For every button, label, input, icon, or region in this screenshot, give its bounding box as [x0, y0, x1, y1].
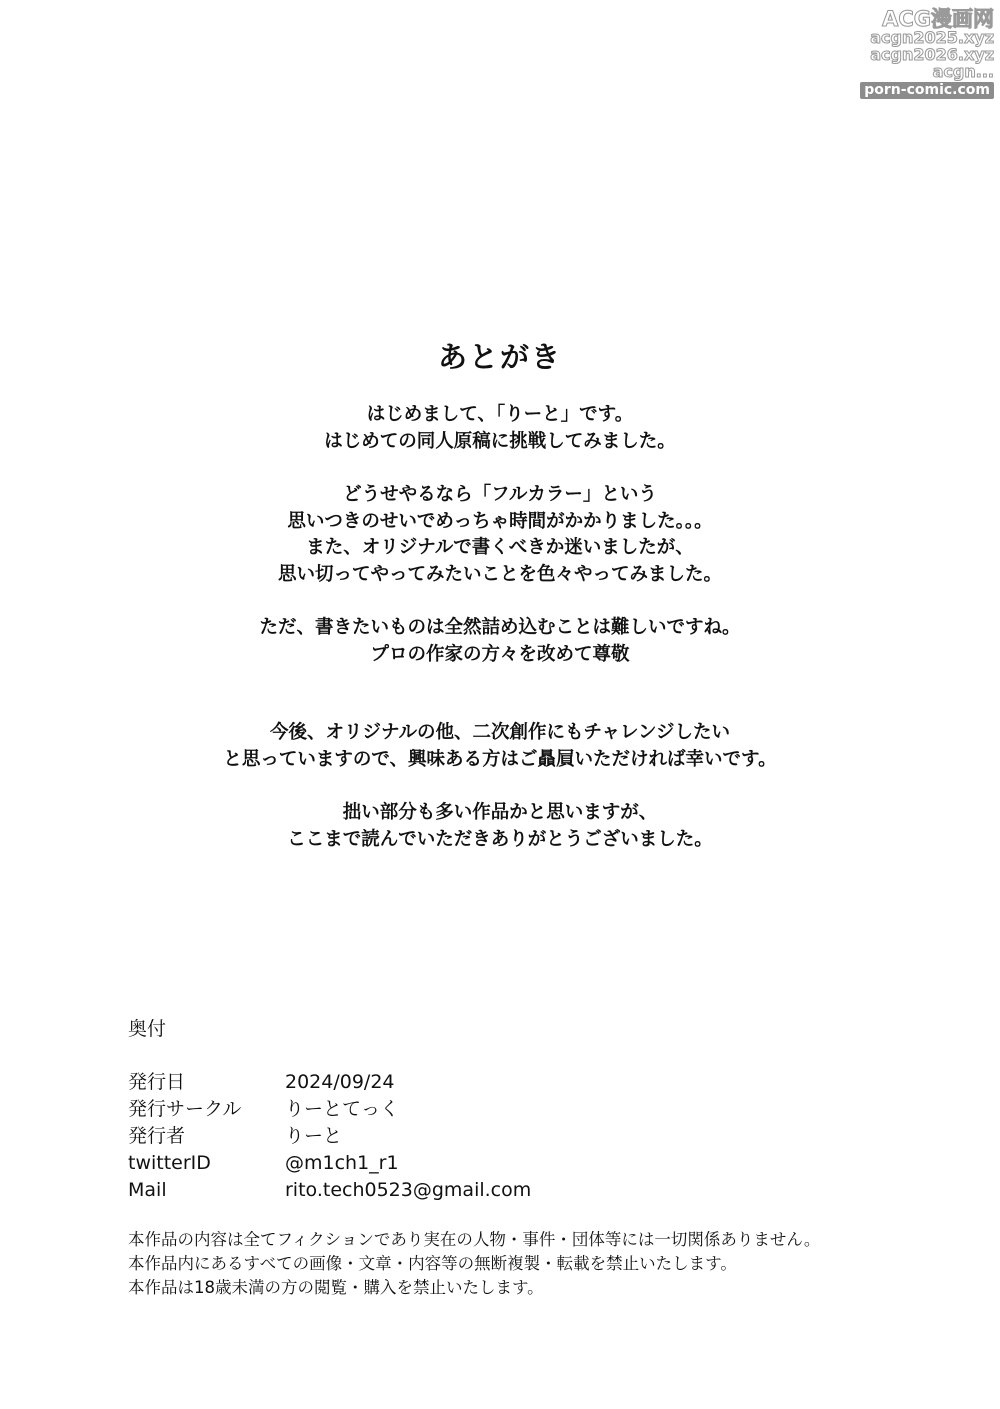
watermark: [844, 8, 994, 99]
legal-note: 本作品の内容は全てフィクションであり実在の人物・事件・団体等には一切関係ありません。: [128, 1230, 821, 1249]
watermark-line: ACG漫画网: [882, 7, 994, 31]
watermark-line: porn-comic.com: [860, 82, 994, 99]
afterword-paragraph: [0, 482, 1000, 588]
afterword-line: はじめての同人原稿に挑戦してみました。: [324, 430, 676, 452]
afterword-line: 拙い部分も多い作品かと思いますが、: [342, 802, 658, 823]
afterword-line: 思いつきのせいでめっちゃ時間がかかりました。。。: [287, 510, 713, 532]
legal-note: 本作品内にあるすべての画像・文章・内容等の無断複製・転載を禁止いたします。: [128, 1254, 737, 1273]
colophon-row-circle: [128, 1096, 968, 1123]
colophon-value: りーと: [285, 1125, 343, 1147]
watermark-line: acgn...: [932, 61, 994, 81]
colophon-heading: 奥付: [128, 1018, 167, 1040]
afterword-line: と思っていますので、興味ある方はご贔屓いただければ幸いです。: [223, 748, 777, 770]
legal-notes: [128, 1228, 968, 1300]
watermark-line: acgn2026.xyz: [870, 44, 994, 64]
colophon-row-date: [128, 1069, 968, 1096]
afterword-line: ここまで読んでいただきありがとうございました。: [287, 828, 713, 850]
afterword-line: ただ、書きたいものは全然詰め込むことは難しいですね。: [259, 617, 741, 638]
legal-note: 本作品は18歳未満の方の閲覧・購入を禁止いたします。: [128, 1278, 544, 1297]
colophon-key: 発行サークル: [128, 1098, 242, 1120]
afterword-paragraph: [0, 800, 1000, 853]
afterword-paragraph: [0, 615, 1000, 668]
colophon-key: Mail: [128, 1179, 167, 1201]
afterword-line: また、オリジナルで書くべきか迷いましたが、: [306, 537, 694, 558]
colophon-key: 発行日: [128, 1071, 186, 1093]
colophon-value: 2024/09/24: [285, 1071, 395, 1093]
afterword-line: プロの作家の方々を改めて尊敬: [370, 643, 630, 665]
colophon-key: 発行者: [128, 1125, 186, 1147]
afterword-line: どうせやるなら「フルカラー」という: [343, 484, 657, 505]
colophon-row-mail: [128, 1177, 968, 1204]
afterword-title: あとがき: [437, 340, 562, 374]
colophon-section: [128, 1014, 968, 1300]
colophon-value: @m1ch1_r1: [285, 1152, 399, 1174]
colophon-value: りーとてっく: [285, 1098, 400, 1120]
afterword-line: 今後、オリジナルの他、二次創作にもチャレンジしたい: [269, 722, 731, 743]
afterword-paragraph: [0, 720, 1000, 773]
colophon-row-twitter: [128, 1150, 968, 1177]
watermark-line: acgn2025.xyz: [870, 28, 994, 48]
afterword-line: 思い切ってやってみたいことを色々やってみました。: [277, 563, 722, 585]
afterword-line: はじめまして、「りーと」です。: [366, 404, 634, 425]
colophon-key: twitterID: [128, 1152, 211, 1174]
afterword-paragraph: [0, 402, 1000, 455]
afterword-section: [0, 335, 1000, 853]
colophon-row-publisher: [128, 1123, 968, 1150]
colophon-value: rito.tech0523@gmail.com: [285, 1179, 532, 1201]
